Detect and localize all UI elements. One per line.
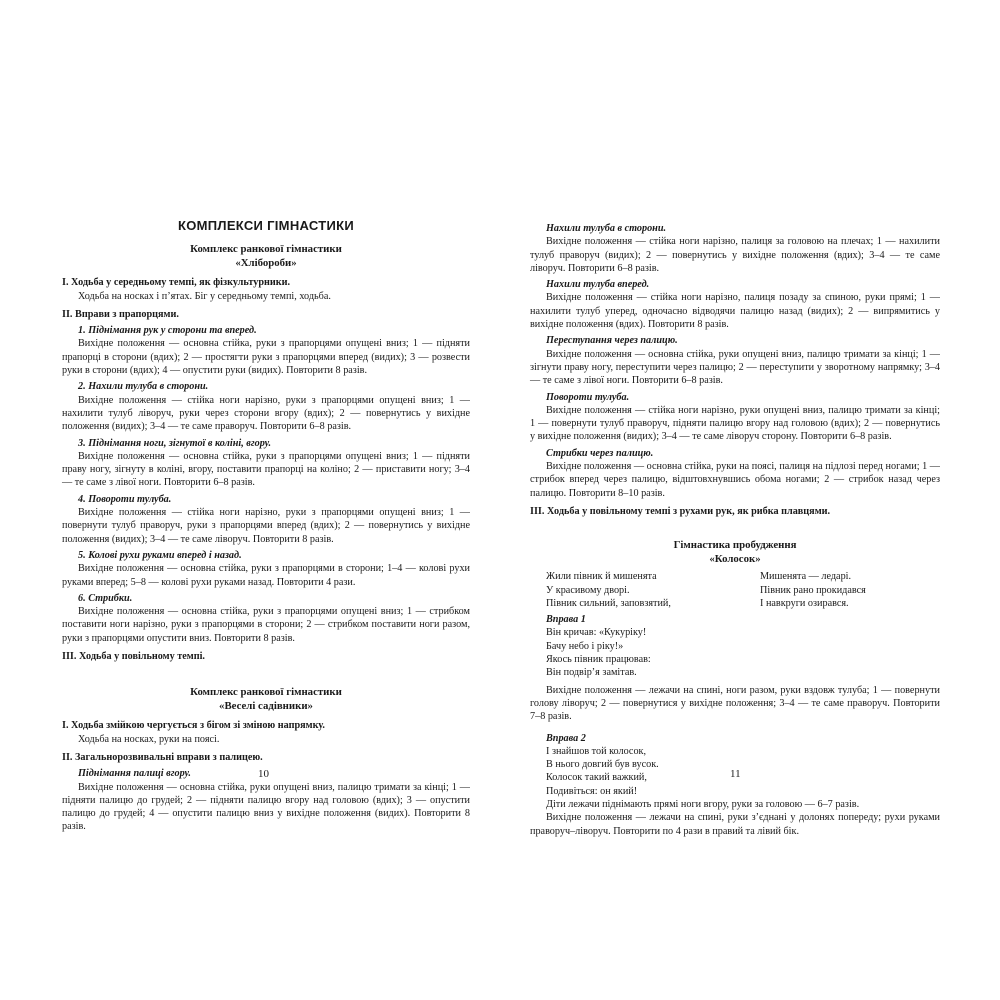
poem-line: І знайшов той колосок, (546, 745, 647, 757)
r-section-3: III. Ходьба у повільному темпі з рухами рук, як рибка плавцями. (530, 505, 831, 517)
gym-name: «Колосок» (709, 553, 761, 566)
poem-line: Півник рано прокидався (760, 584, 866, 596)
poem-line: В нього довгий був вусок. (546, 759, 659, 771)
complex2-heading: Комплекс ранкової гімнастики (190, 686, 342, 699)
c1-ex5-title: 5. Колові рухи руками вперед і назад. (78, 549, 242, 561)
c2-section-1-text: Ходьба на носках, руки на поясі. (78, 733, 220, 745)
c1-ex1-text: Вихідне положення — основна стійка, руки з прапорцями опущені вниз; 1 — підняти прапорці в сторони (вдих); 2 — простягти руки з прапорцями вперед (видих); 3 — розвести руки в сторони (вдих); 4 — опустити руки (видих). Повторити 8 разів. (62, 338, 470, 377)
c1-ex4-text: Вихідне положення — стійка ноги нарізно, руки з прапорцями опущені вниз; 1 — повернути тулуб праворуч, руки з прапорцями вперед (вдих); 2 — повернутись у вихідне положення (видих); 3–4 — те саме ліворуч. Повторити 8 разів. (62, 507, 470, 545)
r-ex-d-text: Вихідне положення — стійка ноги нарізно, руки опущені вниз, палицю тримати за кінці; 1 — повернути тулуб праворуч, підняти палицю вгору над головою (вдих); 2 — повернутись у вихідне положення (видих); 3–4 — те саме ліворуч сторону. Повторити 6–8 разів. (530, 404, 940, 443)
poem-1 (530, 570, 940, 610)
poem-line: У красивому дворі. (546, 584, 630, 596)
r-ex-e-text: Вихідне положення — основна стійка, руки на поясі, палиця на підлозі перед ногами; 1 — стрибок вперед через палицю, відштовхнувшись обома ногами; 2 — стрибок назад через палицю. Повторити 8–10 разів. (530, 461, 940, 499)
r-ex-b-text: Вихідне положення — стійка ноги нарізно, палиця позаду за спиною, руки прямі; 1 — нахилити тулуб уперед, одночасно відводячи палицю назад (видих); 2 — випрямитись у вихідне положення (вдих). Повторити 8 разів. (530, 292, 940, 331)
c1-ex1-title: 1. Піднімання рук у сторони та вперед. (78, 325, 257, 337)
c1-ex2-title: 2. Нахили тулуба в сторони. (78, 381, 209, 393)
complex1-name: «Хлібороби» (235, 257, 297, 270)
c1-section-3: III. Ходьба у повільному темпі. (62, 651, 205, 663)
exercise-2-title: Вправа 2 (546, 732, 586, 744)
r-ex-e-title: Стрибки через палицю. (546, 447, 654, 459)
poem-line: Він кричав: «Кукуріку! (546, 627, 647, 639)
c1-ex6-title: 6. Стрибки. (78, 592, 133, 604)
c1-section-1-text: Ходьба на носках і п’ятах. Біг у середньому темпі, ходьба. (78, 290, 331, 302)
c2-ex1-text: Вихідне положення — основна стійка, руки опущені вниз, палицю тримати за кінці; 1 — підняти палицю до грудей; 2 — підняти палицю вгору над головою (вдих); 3 — опустити палицю до грудей; 4 — опустити палицю вниз у вихідне положення (видих). Повторити 8 разів. (62, 781, 470, 833)
c1-ex3-title: 3. Піднімання ноги, зігнутої в коліні, вгору. (78, 437, 272, 449)
c2-section-2: II. Загальнорозвивальні вправи з палицею. (62, 751, 263, 763)
r-ex-c-title: Переступання через палицю. (546, 335, 678, 347)
r-ex-c-text: Вихідне положення — основна стійка, руки опущені вниз, палицю тримати за кінці; 1 — зігнути праву ногу, переступити через палицю; 2 — переступити у зворотному напрямку; 3–4 — те саме з лівої ноги. Повторити 6–8 разів. (530, 348, 940, 387)
r-ex-a-text: Вихідне положення — стійка ноги нарізно, палиця за головою на плечах; 1 — нахилити тулуб праворуч (видих); 2 — повернутись у вихідне положення (вдих); 3–4 — те саме ліворуч. Повторити 6–8 разів. (530, 236, 940, 274)
poem-line: Якось півник працював: (546, 654, 651, 666)
gym-heading: Гімнастика пробудження (673, 539, 797, 552)
poem-2 (530, 626, 940, 679)
c1-ex3-text: Вихідне положення — основна стійка, руки з прапорцями опущені вниз; 1 — підняти праву ногу, зігнуту в коліні, вгору, поставити прапорці на коліно; 2 — приставити ногу; 3–4 — те саме з лівої ноги. Повторити 6–8 разів. (62, 450, 470, 489)
exercise-2-text-1: Діти лежачи піднімають прямі ноги вгору, руки за головою — 6–7 разів. (546, 798, 860, 810)
c1-ex2-text: Вихідне положення — стійка ноги нарізно, руки з прапорцями опущені вниз; 1 — нахилити тулуб ліворуч, руки через сторони вгору (вдих); 2 — повернутись у вихідне положення (видих); 3–4 — те саме праворуч. Повторити 6–8 разів. (62, 394, 470, 433)
complex1-heading: Комплекс ранкової гімнастики (190, 243, 342, 256)
poem-line: Жили півник й мишенята (546, 571, 657, 583)
page-number-left: 10 (258, 768, 269, 780)
poem-line: І навкруги озирався. (760, 597, 849, 609)
c2-ex1-title: Піднімання палиці вгору. (78, 768, 191, 780)
poem-line: Колосок такий важкий, (546, 772, 647, 784)
left-page (62, 0, 470, 834)
c1-ex4-title: 4. Повороти тулуба. (78, 493, 172, 505)
r-ex-d-title: Повороти тулуба. (546, 391, 630, 403)
page-title: КОМПЛЕКСИ ГІМНАСТИКИ (177, 218, 354, 233)
c1-section-2: II. Вправи з прапорцями. (62, 308, 179, 320)
exercise-2-text-2: Вихідне положення — лежачи на спині, руки з’єднані у долонях попереду; рухи руками праворуч–ліворуч. Повторити по 4 рази в правий та лівий бік. (530, 812, 940, 837)
r-ex-b-title: Нахили тулуба вперед. (546, 279, 650, 291)
exercise-1-title: Вправа 1 (546, 614, 586, 626)
poem-line: Бачу небо і ріку!» (546, 640, 624, 652)
poem-line: Мишенята — ледарі. (760, 571, 852, 583)
c1-section-1: I. Ходьба у середньому темпі, як фізкультурники. (62, 277, 291, 289)
complex2-name: «Веселі садівники» (219, 700, 313, 713)
poem-line: Подивіться: он який! (546, 785, 638, 797)
c1-ex5-text: Вихідне положення — основна стійка, руки з прапорцями в сторони; 1–4 — колові рухи руками вперед; 5–8 — колові рухи руками назад. Повторити 4 рази. (62, 563, 470, 588)
poem-line: Він подвір’я замітав. (546, 667, 637, 679)
page-number-right: 11 (730, 768, 741, 780)
c1-ex6-text: Вихідне положення — основна стійка, руки з прапорцями опущені вниз; 1 — стрибком поставити ноги нарізно, руки з прапорцями в сторони; 2 — стрибком поставити ноги разом, руки з прапорцями опустити вниз. Повторити 8 разів. (62, 606, 470, 644)
exercise-1-text: Вихідне положення — лежачи на спині, ноги разом, руки вздовж тулуба; 1 — повернути голову ліворуч; 2 — повернутися у вихідне положення; 3–4 — те саме праворуч. Повторити 7–8 разів. (530, 684, 940, 723)
c2-section-1: I. Ходьба змійкою чергується з бігом зі зміною напрямку. (62, 720, 325, 732)
r-ex-a-title: Нахили тулуба в сторони. (546, 223, 667, 234)
right-page (530, 0, 940, 838)
poem-line: Півник сильний, заповзятий, (546, 597, 671, 609)
